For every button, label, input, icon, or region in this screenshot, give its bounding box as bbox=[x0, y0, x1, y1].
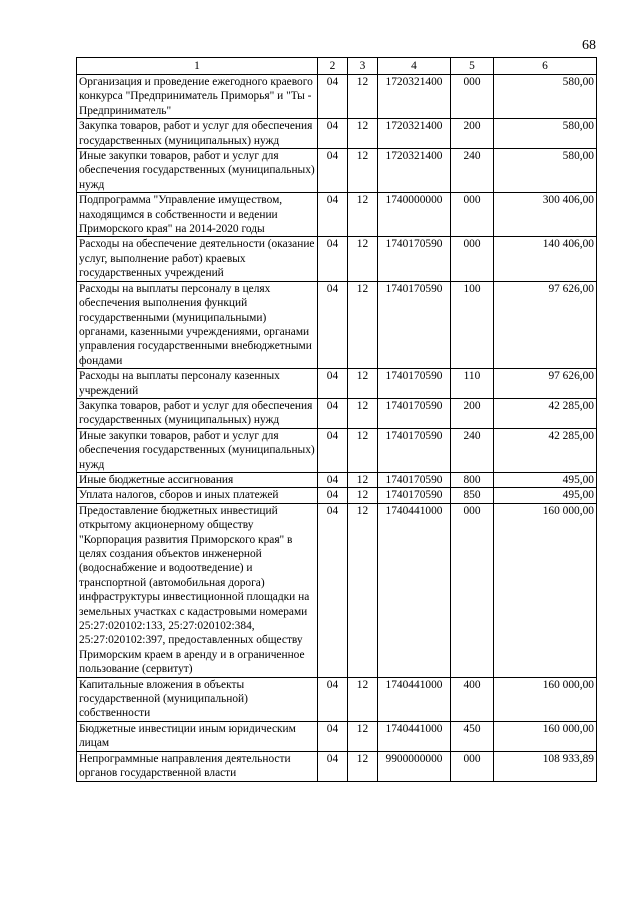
row-name-cell: Организация и проведение ежегодного краевого конкурса "Предприниматель Приморья" и "Ты - Предприниматель" bbox=[77, 75, 318, 119]
row-amount-cell: 42 285,00 bbox=[494, 428, 597, 472]
table-row bbox=[77, 721, 597, 751]
column-header: 3 bbox=[348, 58, 378, 75]
row-amount-cell: 580,00 bbox=[494, 119, 597, 149]
row-expense-type-cell: 000 bbox=[451, 237, 494, 281]
row-target-article-cell: 1740170590 bbox=[378, 281, 451, 368]
row-expense-type-cell: 000 bbox=[451, 75, 494, 119]
row-subsection-cell: 12 bbox=[348, 721, 378, 751]
row-target-article-cell: 1740441000 bbox=[378, 677, 451, 721]
row-section-cell: 04 bbox=[318, 503, 348, 677]
row-subsection-cell: 12 bbox=[348, 193, 378, 237]
column-header: 6 bbox=[494, 58, 597, 75]
row-amount-cell: 160 000,00 bbox=[494, 721, 597, 751]
row-target-article-cell: 1740441000 bbox=[378, 503, 451, 677]
row-expense-type-cell: 800 bbox=[451, 472, 494, 487]
row-expense-type-cell: 200 bbox=[451, 119, 494, 149]
row-subsection-cell: 12 bbox=[348, 75, 378, 119]
row-expense-type-cell: 100 bbox=[451, 281, 494, 368]
row-subsection-cell: 12 bbox=[348, 428, 378, 472]
row-name-cell: Иные закупки товаров, работ и услуг для обеспечения государственных (муниципальных) нужд bbox=[77, 428, 318, 472]
table-row bbox=[77, 503, 597, 677]
column-header: 4 bbox=[378, 58, 451, 75]
row-subsection-cell: 12 bbox=[348, 149, 378, 193]
row-subsection-cell: 12 bbox=[348, 237, 378, 281]
row-target-article-cell: 1740170590 bbox=[378, 369, 451, 399]
row-subsection-cell: 12 bbox=[348, 369, 378, 399]
column-header: 5 bbox=[451, 58, 494, 75]
table-row bbox=[77, 488, 597, 503]
row-section-cell: 04 bbox=[318, 281, 348, 368]
table-row bbox=[77, 281, 597, 368]
row-section-cell: 04 bbox=[318, 369, 348, 399]
row-target-article-cell: 1740170590 bbox=[378, 398, 451, 428]
row-amount-cell: 300 406,00 bbox=[494, 193, 597, 237]
header-row bbox=[77, 58, 597, 75]
row-expense-type-cell: 200 bbox=[451, 398, 494, 428]
row-subsection-cell: 12 bbox=[348, 281, 378, 368]
row-amount-cell: 580,00 bbox=[494, 149, 597, 193]
table-row bbox=[77, 369, 597, 399]
row-amount-cell: 495,00 bbox=[494, 472, 597, 487]
row-section-cell: 04 bbox=[318, 237, 348, 281]
table-row bbox=[77, 751, 597, 781]
table-row bbox=[77, 398, 597, 428]
row-amount-cell: 580,00 bbox=[494, 75, 597, 119]
table-row bbox=[77, 237, 597, 281]
row-expense-type-cell: 240 bbox=[451, 149, 494, 193]
table-row bbox=[77, 472, 597, 487]
row-name-cell: Расходы на выплаты персоналу казенных учреждений bbox=[77, 369, 318, 399]
row-expense-type-cell: 450 bbox=[451, 721, 494, 751]
row-name-cell: Иные закупки товаров, работ и услуг для обеспечения государственных (муниципальных) нужд bbox=[77, 149, 318, 193]
row-subsection-cell: 12 bbox=[348, 398, 378, 428]
row-subsection-cell: 12 bbox=[348, 677, 378, 721]
row-section-cell: 04 bbox=[318, 472, 348, 487]
row-target-article-cell: 1740441000 bbox=[378, 721, 451, 751]
row-target-article-cell: 1740000000 bbox=[378, 193, 451, 237]
row-name-cell: Расходы на обеспечение деятельности (оказание услуг, выполнение работ) краевых государственных учреждений bbox=[77, 237, 318, 281]
row-name-cell: Расходы на выплаты персоналу в целях обеспечения выполнения функций государственными (муниципальными) органами, казенными учреждениями, органами управления государственными внебюджетными фондами bbox=[77, 281, 318, 368]
row-expense-type-cell: 000 bbox=[451, 503, 494, 677]
row-section-cell: 04 bbox=[318, 751, 348, 781]
row-section-cell: 04 bbox=[318, 149, 348, 193]
row-amount-cell: 140 406,00 bbox=[494, 237, 597, 281]
table-row bbox=[77, 149, 597, 193]
row-target-article-cell: 1740170590 bbox=[378, 428, 451, 472]
row-name-cell: Бюджетные инвестиции иным юридическим лицам bbox=[77, 721, 318, 751]
row-section-cell: 04 bbox=[318, 488, 348, 503]
row-target-article-cell: 1740170590 bbox=[378, 472, 451, 487]
row-section-cell: 04 bbox=[318, 193, 348, 237]
table-row bbox=[77, 119, 597, 149]
budget-table bbox=[76, 57, 597, 782]
row-name-cell: Закупка товаров, работ и услуг для обеспечения государственных (муниципальных) нужд bbox=[77, 398, 318, 428]
table-row bbox=[77, 75, 597, 119]
row-subsection-cell: 12 bbox=[348, 119, 378, 149]
row-amount-cell: 160 000,00 bbox=[494, 503, 597, 677]
row-section-cell: 04 bbox=[318, 428, 348, 472]
row-amount-cell: 42 285,00 bbox=[494, 398, 597, 428]
row-name-cell: Закупка товаров, работ и услуг для обеспечения государственных (муниципальных) нужд bbox=[77, 119, 318, 149]
row-target-article-cell: 9900000000 bbox=[378, 751, 451, 781]
row-section-cell: 04 bbox=[318, 721, 348, 751]
row-target-article-cell: 1740170590 bbox=[378, 237, 451, 281]
row-expense-type-cell: 400 bbox=[451, 677, 494, 721]
column-header: 1 bbox=[77, 58, 318, 75]
row-name-cell: Иные бюджетные ассигнования bbox=[77, 472, 318, 487]
row-name-cell: Капитальные вложения в объекты государственной (муниципальной) собственности bbox=[77, 677, 318, 721]
row-target-article-cell: 1720321400 bbox=[378, 149, 451, 193]
row-amount-cell: 97 626,00 bbox=[494, 281, 597, 368]
row-expense-type-cell: 000 bbox=[451, 193, 494, 237]
row-subsection-cell: 12 bbox=[348, 472, 378, 487]
table-row bbox=[77, 428, 597, 472]
table-row bbox=[77, 677, 597, 721]
row-name-cell: Непрограммные направления деятельности органов государственной власти bbox=[77, 751, 318, 781]
row-subsection-cell: 12 bbox=[348, 488, 378, 503]
row-expense-type-cell: 000 bbox=[451, 751, 494, 781]
row-expense-type-cell: 850 bbox=[451, 488, 494, 503]
row-section-cell: 04 bbox=[318, 398, 348, 428]
row-amount-cell: 495,00 bbox=[494, 488, 597, 503]
row-section-cell: 04 bbox=[318, 75, 348, 119]
row-name-cell: Уплата налогов, сборов и иных платежей bbox=[77, 488, 318, 503]
row-amount-cell: 160 000,00 bbox=[494, 677, 597, 721]
row-amount-cell: 108 933,89 bbox=[494, 751, 597, 781]
row-subsection-cell: 12 bbox=[348, 503, 378, 677]
row-target-article-cell: 1740170590 bbox=[378, 488, 451, 503]
row-target-article-cell: 1720321400 bbox=[378, 75, 451, 119]
column-header: 2 bbox=[318, 58, 348, 75]
row-target-article-cell: 1720321400 bbox=[378, 119, 451, 149]
page-number: 68 bbox=[582, 38, 596, 53]
row-subsection-cell: 12 bbox=[348, 751, 378, 781]
row-name-cell: Подпрограмма "Управление имуществом, находящимся в собственности и ведении Приморского края" на 2014-2020 годы bbox=[77, 193, 318, 237]
row-section-cell: 04 bbox=[318, 119, 348, 149]
row-expense-type-cell: 240 bbox=[451, 428, 494, 472]
row-expense-type-cell: 110 bbox=[451, 369, 494, 399]
table-row bbox=[77, 193, 597, 237]
row-section-cell: 04 bbox=[318, 677, 348, 721]
row-name-cell: Предоставление бюджетных инвестиций открытому акционерному обществу "Корпорация развития Приморского края" в целях создания объектов инженерной (водоснабжение и водоотведение) и транспортной (автомобильная дорога) инфраструктуры инвестиционной площадки на земельных участках с кадастровыми номерами 25:27:020102:133, 25:27:020102:384, 25:27:020102:397, предоставленных обществу Приморским краем в аренду и в ограниченное пользование (сервитут) bbox=[77, 503, 318, 677]
row-amount-cell: 97 626,00 bbox=[494, 369, 597, 399]
